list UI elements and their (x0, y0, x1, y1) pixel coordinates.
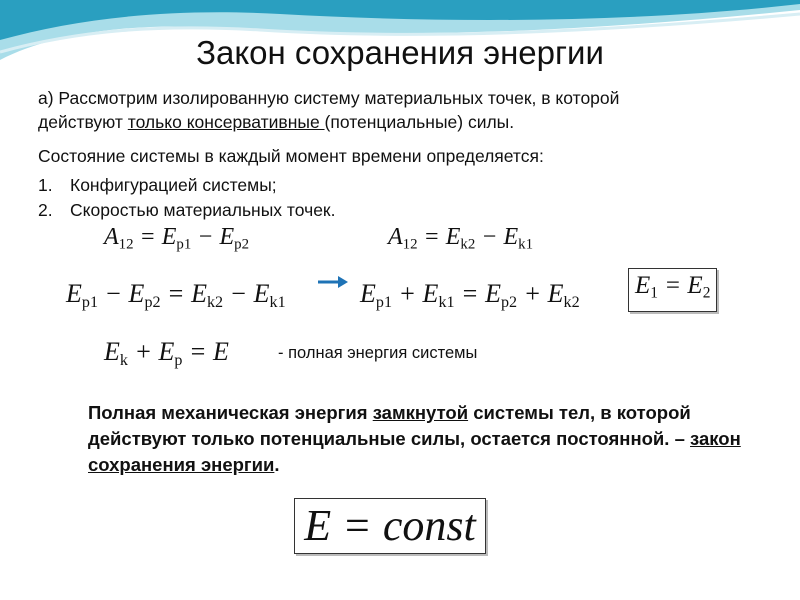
intro-line-2: действуют только консервативные (потенциальные) силы. (38, 112, 515, 132)
conservation-law-statement: Полная механическая энергия замкнутой системы тел, в которой действуют только потенциальные силы, остается постоянной. – закон сохранения энергии. (88, 402, 741, 475)
formula-energy-const: E = const (294, 498, 486, 554)
underlined-phrase: только консервативные (127, 112, 325, 132)
right-arrow-icon (316, 272, 350, 292)
list-item: 1. Конфигурацией системы; (38, 175, 277, 195)
list-item: 2. Скоростью материальных точек. (38, 200, 336, 220)
total-energy-note: - полная энергия системы (278, 344, 478, 362)
formula-energy-equal: $E_1 = E_2$ (628, 268, 717, 312)
underlined-closed: замкнутой (372, 402, 469, 423)
formula-work-kinetic: $A_{12} = E_{k2} - E_{k1}$ (388, 224, 534, 253)
formula-total-energy: $E_k + E_p = E$ (104, 337, 229, 369)
formula-energy-sum: $E_{p1} + E_{k1} = E_{p2} + E_{k2}$ (360, 279, 580, 311)
intro-line-1: а) Рассмотрим изолированную систему материальных точек, в которой (38, 88, 620, 108)
formula-work-potential: $A_{12} = E_{p1} - E_{p2}$ (104, 224, 250, 253)
intro-paragraph (38, 86, 778, 134)
state-text: Состояние системы в каждый момент времени определяется: (38, 146, 544, 166)
state-list (38, 173, 335, 223)
slide-title: Закон сохранения энергии (196, 34, 604, 71)
formula-energy-difference: $E_{p1} - E_{p2} = E_{k2} - E_{k1}$ (66, 279, 286, 311)
underlined-law-name: закон сохранения энергии (88, 428, 741, 475)
